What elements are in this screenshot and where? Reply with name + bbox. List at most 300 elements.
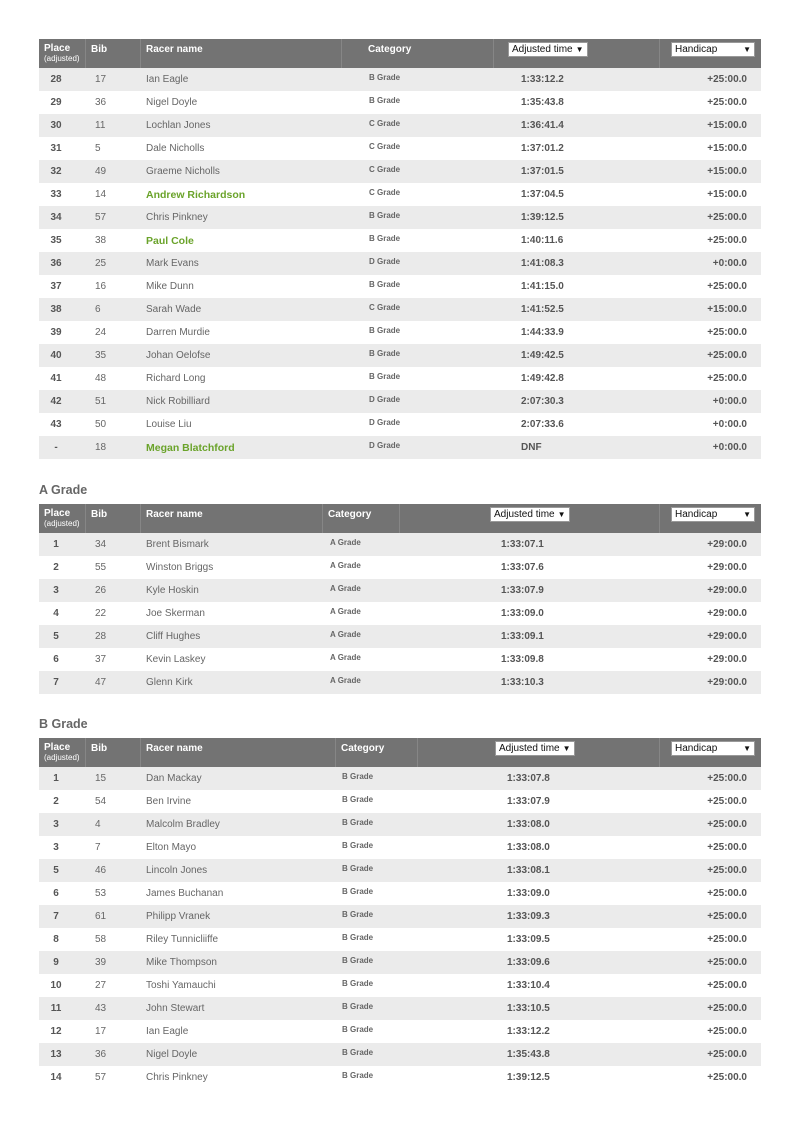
adjusted-time-cell: 1:35:43.8 — [507, 1049, 550, 1060]
adjusted-time-cell: 1:33:07.9 — [507, 796, 550, 807]
racer-name-cell: Ben Irvine — [146, 796, 192, 807]
category-cell: B Grade — [342, 841, 374, 850]
bib-cell: 16 — [95, 281, 107, 292]
bib-cell: 35 — [95, 350, 107, 361]
table-row — [39, 602, 761, 625]
handicap-cell: +0:00.0 — [712, 419, 747, 430]
bib-cell: 57 — [95, 212, 107, 223]
bib-cell: 7 — [95, 842, 101, 853]
table-row — [39, 905, 761, 928]
category-cell: C Grade — [369, 119, 401, 128]
racer-name-cell: Chris Pinkney — [146, 212, 208, 223]
place-cell: 6 — [53, 888, 59, 899]
racer-name-cell: Chris Pinkney — [146, 1072, 208, 1083]
handicap-cell: +25:00.0 — [707, 212, 747, 223]
racer-name-cell: Philipp Vranek — [146, 911, 211, 922]
adjusted-time-cell: DNF — [521, 442, 542, 453]
bib-cell: 51 — [95, 396, 107, 407]
place-cell: 7 — [53, 911, 59, 922]
category-cell: B Grade — [342, 818, 374, 827]
category-cell: B Grade — [342, 956, 374, 965]
bib-cell: 55 — [95, 562, 107, 573]
bib-cell: 57 — [95, 1072, 107, 1083]
racer-name-cell: Mike Thompson — [146, 957, 217, 968]
category-cell: B Grade — [342, 1071, 374, 1080]
category-cell: B Grade — [369, 73, 401, 82]
handicap-cell: +29:00.0 — [707, 631, 747, 642]
handicap-cell: +25:00.0 — [707, 1072, 747, 1083]
table-row — [39, 252, 761, 275]
table-body — [39, 68, 761, 459]
table-row — [39, 813, 761, 836]
chevron-down-icon: ▼ — [743, 744, 751, 753]
table-row — [39, 91, 761, 114]
racer-name-cell: John Stewart — [146, 1003, 205, 1014]
adjusted-time-cell: 1:33:09.3 — [507, 911, 550, 922]
header-place: Place (adjusted) — [44, 508, 80, 528]
table-row — [39, 137, 761, 160]
handicap-cell: +25:00.0 — [707, 957, 747, 968]
bib-cell: 54 — [95, 796, 107, 807]
racer-name-cell: Dale Nicholls — [146, 143, 205, 154]
results-table-b-grade — [39, 738, 761, 1089]
racer-name-cell: Toshi Yamauchi — [146, 980, 216, 991]
adjusted-time-cell: 1:33:10.3 — [501, 677, 544, 688]
handicap-cell: +15:00.0 — [707, 189, 747, 200]
bib-cell: 5 — [95, 143, 101, 154]
chevron-down-icon: ▼ — [562, 744, 571, 753]
handicap-cell: +29:00.0 — [707, 585, 747, 596]
handicap-cell: +0:00.0 — [712, 396, 747, 407]
place-cell: 36 — [50, 258, 62, 269]
handicap-cell: +25:00.0 — [707, 773, 747, 784]
adjusted-time-cell: 1:33:10.4 — [507, 980, 550, 991]
adjusted-time-cell: 1:35:43.8 — [521, 97, 564, 108]
place-cell: 41 — [50, 373, 62, 384]
category-cell: A Grade — [330, 630, 361, 639]
table-row — [39, 114, 761, 137]
category-cell: B Grade — [369, 349, 401, 358]
adjusted-time-cell: 1:33:08.0 — [507, 819, 550, 830]
adjusted-time-cell: 1:33:07.1 — [501, 539, 544, 550]
handicap-cell: +29:00.0 — [707, 608, 747, 619]
place-cell: 13 — [50, 1049, 62, 1060]
racer-name-cell: Mike Dunn — [146, 281, 194, 292]
bib-cell: 15 — [95, 773, 107, 784]
table-body — [39, 533, 761, 694]
category-cell: A Grade — [330, 561, 361, 570]
table-row — [39, 671, 761, 694]
table-row — [39, 413, 761, 436]
handicap-cell: +25:00.0 — [707, 796, 747, 807]
category-cell: C Grade — [369, 142, 401, 151]
racer-name-cell: Richard Long — [146, 373, 206, 384]
place-cell: 2 — [53, 562, 59, 573]
results-table-overall — [39, 39, 761, 459]
category-cell: B Grade — [369, 211, 401, 220]
table-row — [39, 928, 761, 951]
adjusted-time-cell: 1:33:09.1 — [501, 631, 544, 642]
category-cell: A Grade — [330, 676, 361, 685]
racer-name-cell: Winston Briggs — [146, 562, 214, 573]
racer-name-cell: Louise Liu — [146, 419, 192, 430]
place-cell: 32 — [50, 166, 62, 177]
bib-cell: 37 — [95, 654, 107, 665]
table-row — [39, 974, 761, 997]
handicap-cell: +25:00.0 — [707, 281, 747, 292]
racer-name-cell: Joe Skerman — [146, 608, 205, 619]
bib-cell: 17 — [95, 74, 107, 85]
category-cell: C Grade — [369, 188, 401, 197]
racer-name-cell: Lochlan Jones — [146, 120, 211, 131]
table-row — [39, 790, 761, 813]
table-row — [39, 556, 761, 579]
adjusted-time-cell: 1:41:52.5 — [521, 304, 564, 315]
handicap-cell: +25:00.0 — [707, 235, 747, 246]
racer-name-cell: Brent Bismark — [146, 539, 209, 550]
place-cell: 33 — [50, 189, 62, 200]
category-cell: B Grade — [342, 795, 374, 804]
table-row — [39, 882, 761, 905]
handicap-cell: +15:00.0 — [707, 304, 747, 315]
handicap-cell: +25:00.0 — [707, 934, 747, 945]
category-cell: C Grade — [369, 165, 401, 174]
bib-cell: 39 — [95, 957, 107, 968]
adjusted-time-cell: 1:36:41.4 — [521, 120, 564, 131]
table-row — [39, 183, 761, 206]
category-cell: A Grade — [330, 538, 361, 547]
racer-name-cell: Johan Oelofse — [146, 350, 211, 361]
adjusted-time-cell: 1:33:09.8 — [501, 654, 544, 665]
table-row — [39, 367, 761, 390]
place-cell: 39 — [50, 327, 62, 338]
table-row — [39, 625, 761, 648]
handicap-cell: +25:00.0 — [707, 74, 747, 85]
place-cell: 28 — [50, 74, 62, 85]
table-row — [39, 160, 761, 183]
category-cell: B Grade — [369, 234, 401, 243]
adjusted-time-cell: 1:49:42.8 — [521, 373, 564, 384]
category-cell: B Grade — [342, 979, 374, 988]
category-cell: B Grade — [342, 933, 374, 942]
table-row — [39, 436, 761, 459]
handicap-cell: +0:00.0 — [712, 258, 747, 269]
racer-name-cell: Kyle Hoskin — [146, 585, 199, 596]
chevron-down-icon: ▼ — [557, 510, 566, 519]
time-sort-select[interactable]: Adjusted time ▼ — [508, 42, 588, 57]
place-cell: 11 — [50, 1003, 62, 1014]
header-place: Place (adjusted) — [44, 43, 80, 63]
bib-cell: 53 — [95, 888, 107, 899]
adjusted-time-cell: 1:33:07.6 — [501, 562, 544, 573]
bib-cell: 36 — [95, 1049, 107, 1060]
racer-name-cell: Nick Robilliard — [146, 396, 210, 407]
header-bib: Bib — [91, 44, 108, 55]
place-cell: 29 — [50, 97, 62, 108]
racer-name-cell: Kevin Laskey — [146, 654, 206, 665]
bib-cell: 38 — [95, 235, 107, 246]
place-cell: 6 — [53, 654, 59, 665]
table-header — [39, 39, 761, 68]
adjusted-time-cell: 1:33:07.9 — [501, 585, 544, 596]
handicap-cell: +25:00.0 — [707, 865, 747, 876]
header-category: Category — [341, 743, 385, 754]
handicap-cell: +29:00.0 — [707, 562, 747, 573]
bib-cell: 26 — [95, 585, 107, 596]
results-table-a-grade — [39, 504, 761, 694]
bib-cell: 6 — [95, 304, 101, 315]
adjusted-time-cell: 1:33:09.0 — [507, 888, 550, 899]
handicap-select[interactable]: Handicap ▼ — [671, 741, 755, 756]
handicap-cell: +29:00.0 — [707, 539, 747, 550]
header-racer-name: Racer name — [146, 743, 203, 754]
place-cell: 3 — [53, 819, 59, 830]
adjusted-time-cell: 1:33:07.8 — [507, 773, 550, 784]
bib-cell: 28 — [95, 631, 107, 642]
table-row — [39, 275, 761, 298]
category-cell: B Grade — [342, 864, 374, 873]
bib-cell: 48 — [95, 373, 107, 384]
adjusted-time-cell: 2:07:30.3 — [521, 396, 564, 407]
place-cell: 14 — [50, 1072, 62, 1083]
bib-cell: 58 — [95, 934, 107, 945]
racer-name-cell: Elton Mayo — [146, 842, 197, 853]
racer-name-cell: Nigel Doyle — [146, 97, 198, 108]
chevron-down-icon: ▼ — [575, 45, 584, 54]
place-cell: 5 — [53, 631, 59, 642]
place-cell: 1 — [53, 773, 59, 784]
racer-name-cell: Sarah Wade — [146, 304, 202, 315]
table-row — [39, 390, 761, 413]
table-row — [39, 579, 761, 602]
category-cell: D Grade — [369, 418, 401, 427]
handicap-cell: +25:00.0 — [707, 1026, 747, 1037]
table-row — [39, 229, 761, 252]
table-row — [39, 344, 761, 367]
adjusted-time-cell: 1:33:09.5 — [507, 934, 550, 945]
bib-cell: 27 — [95, 980, 107, 991]
category-cell: A Grade — [330, 584, 361, 593]
racer-name-cell: Megan Blatchford — [146, 442, 235, 454]
handicap-cell: +15:00.0 — [707, 143, 747, 154]
adjusted-time-cell: 1:39:12.5 — [521, 212, 564, 223]
racer-name-cell: Mark Evans — [146, 258, 199, 269]
bib-cell: 61 — [95, 911, 107, 922]
bib-cell: 47 — [95, 677, 107, 688]
category-cell: A Grade — [330, 653, 361, 662]
place-cell: 35 — [50, 235, 62, 246]
racer-name-cell: Riley Tunnicliiffe — [146, 934, 219, 945]
handicap-cell: +25:00.0 — [707, 888, 747, 899]
category-cell: B Grade — [369, 96, 401, 105]
category-cell: D Grade — [369, 395, 401, 404]
header-category: Category — [328, 509, 372, 520]
adjusted-time-cell: 1:39:12.5 — [507, 1072, 550, 1083]
table-header — [39, 738, 761, 767]
handicap-cell: +25:00.0 — [707, 97, 747, 108]
adjusted-time-cell: 2:07:33.6 — [521, 419, 564, 430]
table-body — [39, 767, 761, 1089]
section-title-b-grade: B Grade — [39, 717, 88, 731]
place-cell: 30 — [50, 120, 62, 131]
adjusted-time-cell: 1:33:10.5 — [507, 1003, 550, 1014]
place-cell: 3 — [53, 585, 59, 596]
handicap-cell: +0:00.0 — [712, 442, 747, 453]
place-cell: 38 — [50, 304, 62, 315]
category-cell: B Grade — [342, 1025, 374, 1034]
racer-name-cell: Nigel Doyle — [146, 1049, 198, 1060]
racer-name-cell: Malcolm Bradley — [146, 819, 220, 830]
adjusted-time-cell: 1:33:12.2 — [521, 74, 564, 85]
place-cell: 9 — [53, 957, 59, 968]
table-row — [39, 321, 761, 344]
handicap-cell: +15:00.0 — [707, 120, 747, 131]
bib-cell: 22 — [95, 608, 107, 619]
place-cell: 12 — [50, 1026, 62, 1037]
handicap-cell: +25:00.0 — [707, 911, 747, 922]
table-header — [39, 504, 761, 533]
place-cell: 42 — [50, 396, 62, 407]
header-place: Place (adjusted) — [44, 742, 80, 762]
bib-cell: 18 — [95, 442, 107, 453]
category-cell: B Grade — [342, 910, 374, 919]
header-bib: Bib — [91, 509, 108, 520]
bib-cell: 25 — [95, 258, 107, 269]
place-cell: 10 — [50, 980, 62, 991]
handicap-cell: +15:00.0 — [707, 166, 747, 177]
adjusted-time-cell: 1:33:12.2 — [507, 1026, 550, 1037]
category-cell: B Grade — [342, 887, 374, 896]
handicap-cell: +25:00.0 — [707, 350, 747, 361]
place-cell: 7 — [53, 677, 59, 688]
place-cell: 5 — [53, 865, 59, 876]
handicap-cell: +25:00.0 — [707, 842, 747, 853]
handicap-cell: +25:00.0 — [707, 373, 747, 384]
racer-name-cell: Andrew Richardson — [146, 189, 246, 201]
table-row — [39, 533, 761, 556]
place-cell: 34 — [50, 212, 62, 223]
bib-cell: 36 — [95, 97, 107, 108]
adjusted-time-cell: 1:33:08.0 — [507, 842, 550, 853]
adjusted-time-cell: 1:37:01.2 — [521, 143, 564, 154]
adjusted-time-cell: 1:37:01.5 — [521, 166, 564, 177]
place-cell: 8 — [53, 934, 59, 945]
table-row — [39, 206, 761, 229]
bib-cell: 11 — [95, 120, 106, 131]
adjusted-time-cell: 1:41:08.3 — [521, 258, 564, 269]
racer-name-cell: Paul Cole — [146, 235, 194, 247]
table-row — [39, 68, 761, 91]
category-cell: B Grade — [369, 326, 401, 335]
category-cell: B Grade — [369, 372, 401, 381]
table-row — [39, 1043, 761, 1066]
bib-cell: 17 — [95, 1026, 107, 1037]
table-row — [39, 648, 761, 671]
handicap-cell: +29:00.0 — [707, 654, 747, 665]
racer-name-cell: Dan Mackay — [146, 773, 202, 784]
table-row — [39, 1020, 761, 1043]
adjusted-time-cell: 1:37:04.5 — [521, 189, 564, 200]
place-cell: 43 — [50, 419, 62, 430]
racer-name-cell: Glenn Kirk — [146, 677, 193, 688]
bib-cell: 4 — [95, 819, 101, 830]
place-cell: 40 — [50, 350, 62, 361]
chevron-down-icon: ▼ — [743, 510, 751, 519]
category-cell: C Grade — [369, 303, 401, 312]
adjusted-time-cell: 1:41:15.0 — [521, 281, 564, 292]
racer-name-cell: James Buchanan — [146, 888, 224, 899]
header-bib: Bib — [91, 743, 108, 754]
category-cell: D Grade — [369, 257, 401, 266]
handicap-cell: +25:00.0 — [707, 980, 747, 991]
place-cell: 2 — [53, 796, 59, 807]
adjusted-time-cell: 1:33:09.6 — [507, 957, 550, 968]
adjusted-time-cell: 1:44:33.9 — [521, 327, 564, 338]
racer-name-cell: Lincoln Jones — [146, 865, 208, 876]
racer-name-cell: Ian Eagle — [146, 74, 189, 85]
place-cell: 31 — [50, 143, 62, 154]
table-row — [39, 298, 761, 321]
bib-cell: 49 — [95, 166, 107, 177]
handicap-cell: +25:00.0 — [707, 1003, 747, 1014]
category-cell: B Grade — [342, 1002, 374, 1011]
category-cell: B Grade — [342, 1048, 374, 1057]
adjusted-time-cell: 1:40:11.6 — [521, 235, 564, 246]
racer-name-cell: Cliff Hughes — [146, 631, 201, 642]
racer-name-cell: Darren Murdie — [146, 327, 210, 338]
time-sort-select[interactable]: Adjusted time ▼ — [490, 507, 570, 522]
place-cell: 3 — [53, 842, 59, 853]
category-cell: D Grade — [369, 441, 401, 450]
handicap-select[interactable]: Handicap ▼ — [671, 507, 755, 522]
header-category: Category — [368, 44, 412, 55]
handicap-cell: +29:00.0 — [707, 677, 747, 688]
place-cell: 1 — [53, 539, 59, 550]
category-cell: B Grade — [369, 280, 401, 289]
handicap-select[interactable]: Handicap ▼ — [671, 42, 755, 57]
handicap-cell: +25:00.0 — [707, 327, 747, 338]
table-row — [39, 836, 761, 859]
header-racer-name: Racer name — [146, 509, 203, 520]
adjusted-time-cell: 1:33:08.1 — [507, 865, 550, 876]
place-cell: 4 — [53, 608, 59, 619]
bib-cell: 50 — [95, 419, 107, 430]
adjusted-time-cell: 1:33:09.0 — [501, 608, 544, 619]
table-row — [39, 767, 761, 790]
place-cell: 37 — [50, 281, 62, 292]
category-cell: A Grade — [330, 607, 361, 616]
handicap-cell: +25:00.0 — [707, 819, 747, 830]
place-cell: - — [54, 442, 58, 453]
racer-name-cell: Graeme Nicholls — [146, 166, 220, 177]
table-row — [39, 997, 761, 1020]
chevron-down-icon: ▼ — [743, 45, 751, 54]
section-title-a-grade: A Grade — [39, 483, 88, 497]
time-sort-select[interactable]: Adjusted time ▼ — [495, 741, 575, 756]
table-row — [39, 951, 761, 974]
bib-cell: 24 — [95, 327, 107, 338]
bib-cell: 34 — [95, 539, 107, 550]
racer-name-cell: Ian Eagle — [146, 1026, 189, 1037]
bib-cell: 14 — [95, 189, 107, 200]
header-racer-name: Racer name — [146, 44, 203, 55]
bib-cell: 43 — [95, 1003, 107, 1014]
table-row — [39, 1066, 761, 1089]
table-row — [39, 859, 761, 882]
adjusted-time-cell: 1:49:42.5 — [521, 350, 564, 361]
bib-cell: 46 — [95, 865, 107, 876]
handicap-cell: +25:00.0 — [707, 1049, 747, 1060]
